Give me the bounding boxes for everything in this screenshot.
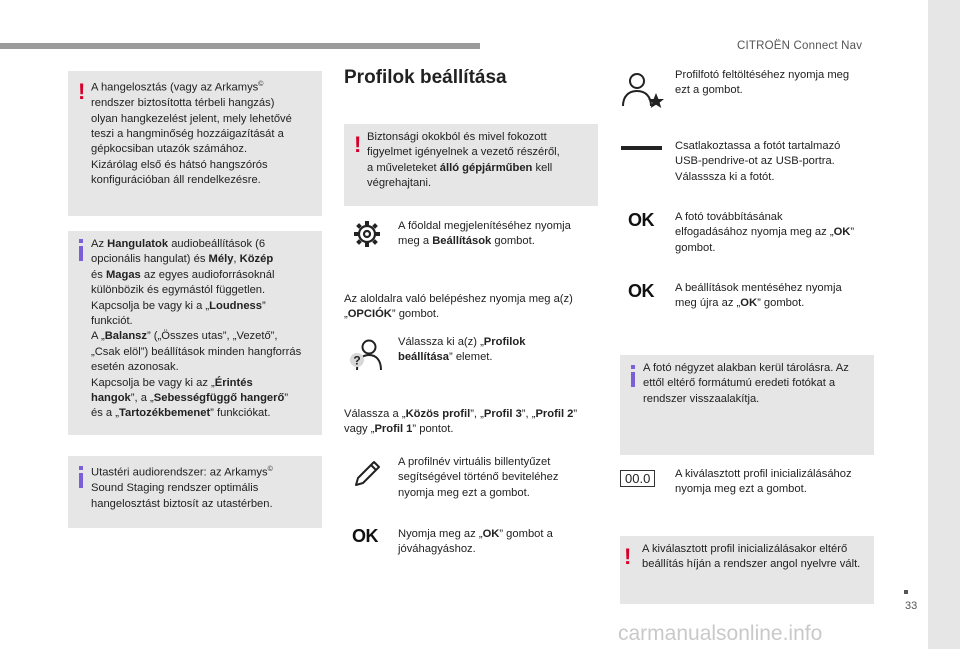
pencil-icon bbox=[352, 458, 382, 488]
warning-text: A kiválasztott profil inicializálásakor eltérő beállítás híján a rendszer angol nyelvre vált. bbox=[642, 543, 861, 571]
options-paragraph: Az aloldalra való belépéshez nyomja meg a(z) „OPCIÓK” gombot. bbox=[344, 293, 573, 321]
gear-icon bbox=[353, 220, 381, 248]
profile-choice-paragraph: Válassza a „Közös profil”, „Profil 3”, „Profil 2” vagy „Profil 1” pontot. bbox=[344, 408, 578, 436]
info-text: Utastéri audiorendszer: az Arkamys© Sound Staging rendszer optimális hangelosztást biztosít az utastérben. bbox=[91, 466, 273, 510]
step-confirm-text: Nyomja meg az „OK” gombot a jóváhagyáshoz. bbox=[398, 528, 553, 556]
step-save-text: A beállítások mentéséhez nyomja meg újra az „OK” gombot. bbox=[675, 282, 842, 310]
page-marker-dot bbox=[904, 590, 908, 594]
warning-exclamation-icon: ! bbox=[354, 132, 362, 157]
warning-text: Biztonsági okokból és mivel fokozott figyelmet igényelnek a vezető részéről, a műveleteket álló gépjárműben kell végrehajtani. bbox=[367, 131, 560, 190]
step-rename-text: A profilnév virtuális billentyűzet segítségével történő beviteléhez nyomja meg ezt a gombot. bbox=[398, 456, 559, 499]
reset-display-icon: 00.0 bbox=[620, 470, 655, 487]
step-usb-text: Csatlakoztassa a fotót tartalmazó USB-pendrive-ot az USB-portra. Válasssza ki a fotót. bbox=[675, 140, 841, 183]
info-box-arkamys bbox=[68, 456, 322, 528]
step-photo-upload-text: Profilfotó feltöltéséhez nyomja meg ezt a gombot. bbox=[675, 69, 850, 97]
top-progress-bar bbox=[0, 43, 480, 49]
warning-box-distribution bbox=[68, 71, 322, 216]
info-text: Az Hangulatok audiobeállítások (6 opcionális hangulat) és Mély, Közép és Magas az egyes audioforrásoknál különbözik és egymástól független. Kapcsolja be vagy ki a „Loudness” funkciót. A „Balansz” („Összes utas”, „Vezető”, „Csak elöl”) beállítások minden hangforrás esetén azonosak. Kapcsolja be vagy ki az „Érintés hangok”, a „Sebességfüggő hangerő” és a „Tartozékbemenet” funkciókat. bbox=[91, 238, 302, 420]
page-number: 33 bbox=[905, 600, 918, 612]
ok-icon: OK bbox=[628, 210, 654, 230]
warning-text: A hangelosztás (vagy az Arkamys© rendszer biztosította térbeli hangzás) olyan hangkezelést jelent, mely lehetővé teszi a hangminőség hozzáigazítását a gépkocsiban utazók számához. Kizárólag első és hátsó hangszórós konfigurációban áll rendelkezésre. bbox=[91, 81, 292, 187]
profile-star-icon bbox=[620, 70, 666, 108]
step-reset-text: A kiválasztott profil inicializálásához nyomja meg ezt a gombot. bbox=[675, 468, 852, 496]
info-icon bbox=[79, 473, 83, 488]
ok-icon: OK bbox=[352, 526, 378, 546]
profile-question-icon bbox=[348, 336, 384, 372]
header-title: CITROËN Connect Nav bbox=[737, 40, 863, 52]
warning-box-reset bbox=[620, 536, 874, 604]
svg-text:?: ? bbox=[353, 353, 361, 368]
warning-exclamation-icon: ! bbox=[624, 544, 632, 569]
step-settings-text: A főoldal megjelenítéséhez nyomja meg a Beállítások gombot. bbox=[398, 220, 571, 248]
info-text: A fotó négyzet alakban kerül tárolásra. Az ettől eltérő formátumú eredeti fotókat a rendszer visszaalakítja. bbox=[643, 362, 849, 405]
info-icon bbox=[631, 372, 635, 387]
info-icon bbox=[79, 246, 83, 261]
right-margin-strip bbox=[928, 0, 960, 649]
ok-icon: OK bbox=[628, 281, 654, 301]
warning-exclamation-icon: ! bbox=[78, 79, 86, 104]
warning-box-safety bbox=[344, 124, 598, 206]
usb-bar-icon bbox=[621, 146, 662, 150]
step-photo-accept-text: A fotó továbbításának elfogadásához nyomja meg az „OK” gombot. bbox=[675, 211, 855, 254]
step-profiles-text: Válassza ki a(z) „Profilok beállítása” elemet. bbox=[398, 336, 526, 364]
info-box-photo-format bbox=[620, 355, 874, 455]
info-box-ambience bbox=[68, 231, 322, 435]
watermark: carmanualsonline.info bbox=[618, 622, 823, 645]
section-heading: Profilok beállítása bbox=[344, 67, 507, 88]
